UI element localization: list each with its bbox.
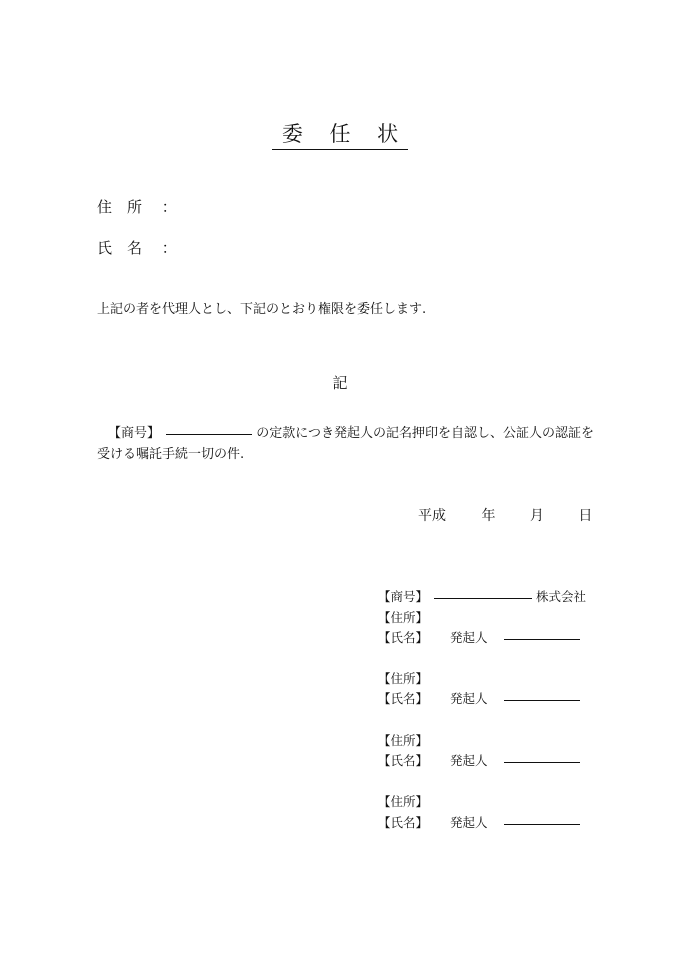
- sig-name-label: 【氏名】: [378, 630, 429, 645]
- sig-company-line: [378, 587, 586, 607]
- ki-heading: 記: [332, 374, 348, 392]
- sig-name-line-1: [378, 628, 580, 648]
- sig-name-label: 【氏名】: [378, 691, 429, 706]
- sig-name-line-4: [378, 813, 580, 833]
- sig-company-label: 【商号】: [378, 589, 429, 604]
- sig-address-4: 【住所】: [378, 794, 429, 809]
- intro-text: 上記の者を代理人とし、下記のとおり権限を委任します.: [97, 302, 427, 317]
- address-label: 住 所: [97, 198, 143, 216]
- sig-name-label: 【氏名】: [378, 753, 429, 768]
- sig-name-label: 【氏名】: [378, 815, 429, 830]
- sig-name-line-3: [378, 751, 580, 771]
- address-colon: ：: [161, 198, 177, 216]
- sig-role: 発起人: [450, 815, 488, 830]
- clause-line1-rest: の定款につき発起人の記名押印を自認し、公証人の認証を: [256, 426, 595, 441]
- sig-role: 発起人: [450, 691, 488, 706]
- date-era: 平成: [418, 508, 446, 524]
- sig-address-2: 【住所】: [378, 671, 429, 686]
- sig-name-line-2: [378, 689, 580, 709]
- sig-name-blank: [504, 699, 580, 701]
- date-year: 年: [481, 508, 496, 524]
- sig-role: 発起人: [450, 753, 488, 768]
- clause-company-blank: [166, 433, 252, 435]
- clause-company-label: 【商号】: [108, 426, 161, 441]
- date-line: [418, 506, 592, 526]
- name-colon: ：: [161, 239, 177, 257]
- clause-line-2: 受ける嘱託手続一切の件.: [97, 447, 245, 462]
- sig-company-suffix: 株式会社: [535, 589, 586, 604]
- sig-company-blank: [434, 597, 532, 599]
- sig-name-blank: [504, 638, 580, 640]
- document-title: [0, 120, 680, 150]
- sig-name-blank: [504, 823, 580, 825]
- name-label: 氏 名: [97, 239, 143, 257]
- date-day: 日: [578, 508, 593, 524]
- clause-line-1: [108, 423, 594, 444]
- sig-address-3: 【住所】: [378, 733, 429, 748]
- title-text: 委 任 状: [272, 120, 408, 150]
- sig-address-1: 【住所】: [378, 610, 429, 625]
- name-field: [97, 238, 177, 258]
- sig-role: 発起人: [450, 630, 488, 645]
- sig-name-blank: [504, 761, 580, 763]
- date-month: 月: [529, 508, 544, 524]
- address-field: [97, 197, 177, 217]
